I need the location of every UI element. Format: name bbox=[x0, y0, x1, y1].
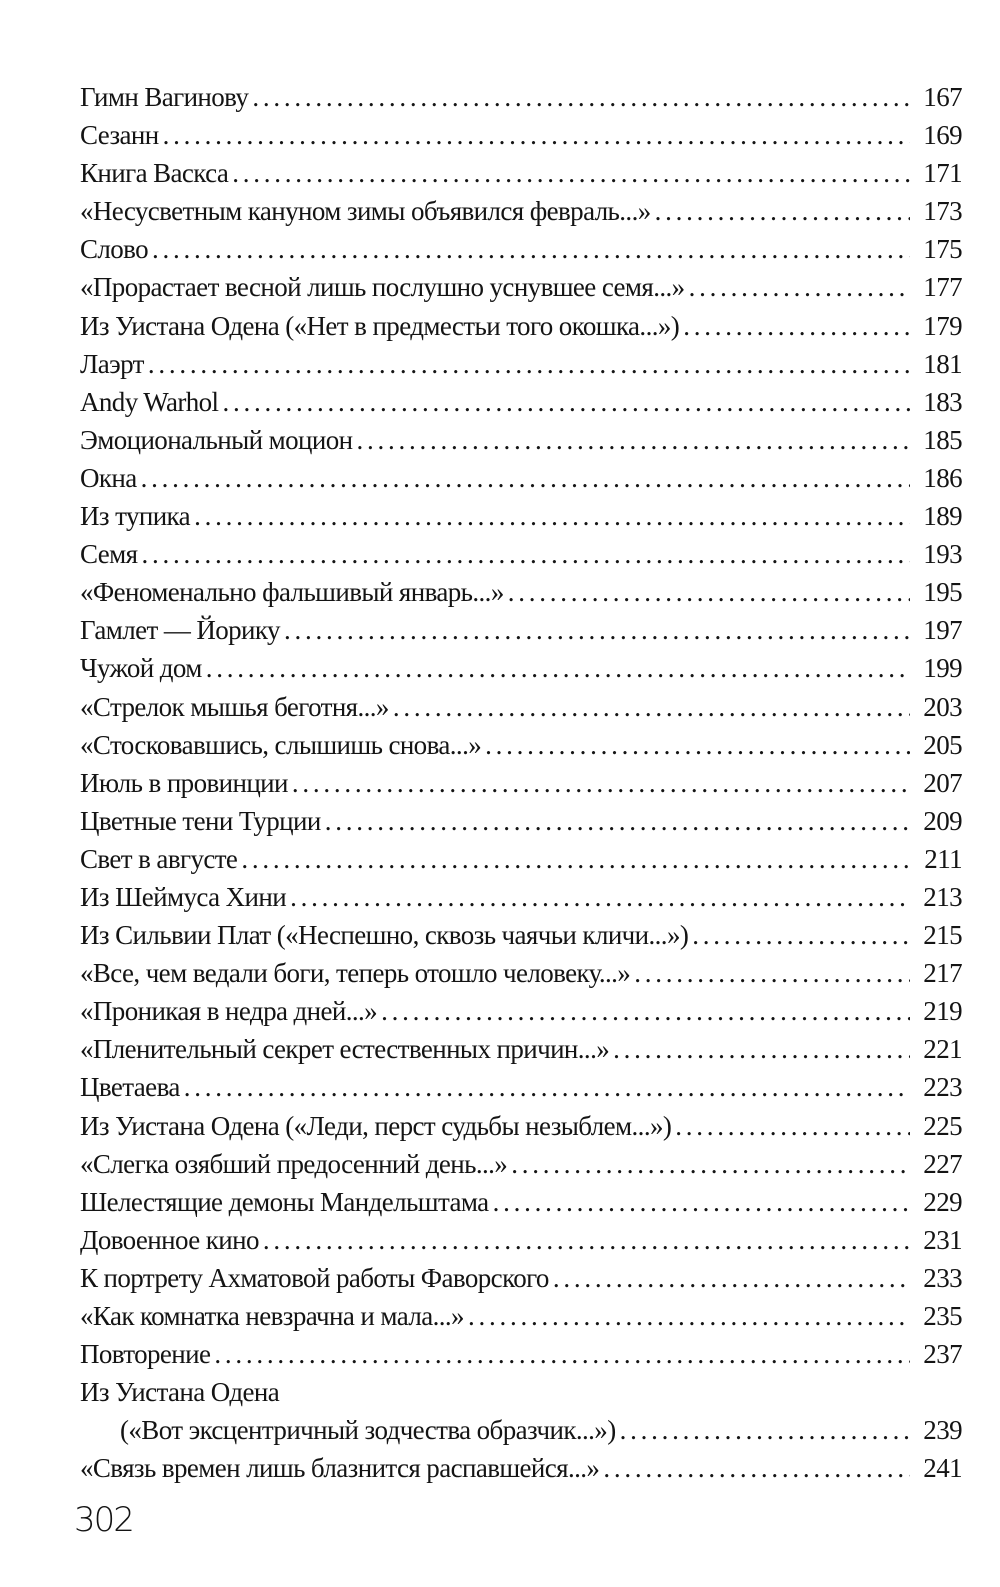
toc-entry bbox=[80, 1221, 962, 1259]
entry-page: 195 bbox=[923, 577, 962, 608]
entry-page: 237 bbox=[923, 1339, 962, 1370]
entry-title: Свет в августе bbox=[80, 843, 238, 874]
dot-leader bbox=[252, 78, 910, 116]
entry-title: Книга Васкса bbox=[80, 158, 229, 189]
dot-leader bbox=[163, 116, 910, 154]
page-number: 302 bbox=[74, 1500, 133, 1540]
entry-page: 215 bbox=[923, 920, 962, 951]
entry-title: Гамлет — Йорику bbox=[80, 615, 280, 646]
entry-page: 217 bbox=[923, 958, 962, 989]
entry-page: 199 bbox=[923, 653, 962, 684]
entry-title: Цветаева bbox=[80, 1072, 180, 1103]
entry-title: Из Сильвии Плат («Неспешно, сквозь чаячьи кличи...») bbox=[80, 920, 689, 951]
entry-page: 239 bbox=[923, 1415, 962, 1446]
entry-title: Из Уистана Одена («Леди, перст судьбы незыблем...») bbox=[80, 1110, 672, 1141]
entry-page: 223 bbox=[923, 1072, 962, 1103]
toc-entry bbox=[80, 459, 962, 497]
entry-page: 229 bbox=[923, 1186, 962, 1217]
toc-entry bbox=[80, 649, 962, 687]
entry-page: 177 bbox=[923, 272, 962, 303]
entry-page: 235 bbox=[923, 1301, 962, 1331]
toc-entry bbox=[80, 192, 962, 230]
toc-entry bbox=[80, 154, 962, 192]
entry-page: 175 bbox=[923, 234, 962, 265]
entry-title: К портрету Ахматовой работы Фаворского bbox=[80, 1262, 549, 1293]
dot-leader bbox=[603, 1449, 910, 1487]
dot-leader bbox=[148, 345, 910, 383]
dot-leader bbox=[508, 573, 910, 611]
dot-leader bbox=[393, 688, 910, 726]
entry-title: «Как комнатка невзрачна и мала...» bbox=[80, 1301, 464, 1331]
toc-entry bbox=[80, 1183, 962, 1221]
entry-title: Из Уистана Одена bbox=[80, 1377, 280, 1408]
entry-title: («Вот эксцентричный зодчества образчик...») bbox=[120, 1415, 616, 1446]
entry-page: 211 bbox=[924, 843, 962, 874]
toc-entry bbox=[80, 230, 962, 268]
dot-leader bbox=[222, 383, 910, 421]
dot-leader bbox=[290, 878, 910, 916]
entry-title: Эмоциональный моцион bbox=[80, 424, 353, 455]
toc-entry bbox=[80, 1107, 962, 1145]
entry-title: «Связь времен лишь блазнится распавшейся...» bbox=[80, 1453, 600, 1484]
entry-title: Сезанн bbox=[80, 120, 159, 151]
dot-leader bbox=[263, 1221, 910, 1259]
toc-entry bbox=[80, 992, 962, 1030]
dot-leader bbox=[493, 1183, 910, 1221]
toc-entry bbox=[80, 954, 962, 992]
entry-title: «Стосковавшись, слышишь снова...» bbox=[80, 729, 482, 760]
entry-page: 221 bbox=[923, 1034, 962, 1065]
entry-page: 219 bbox=[923, 996, 962, 1027]
toc-entry bbox=[80, 1297, 962, 1335]
entry-title: «Пленительный секрет естественных причин...» bbox=[80, 1034, 610, 1065]
entry-title: Слово bbox=[80, 234, 149, 265]
dot-leader bbox=[620, 1411, 910, 1449]
toc-entry bbox=[80, 878, 962, 916]
toc-entry bbox=[80, 535, 962, 573]
toc-entry bbox=[80, 345, 962, 383]
toc-entry bbox=[80, 1145, 962, 1183]
dot-leader bbox=[468, 1297, 910, 1335]
toc-entry bbox=[80, 840, 962, 878]
entry-title: Из Уистана Одена («Нет в предместьи того окошка...») bbox=[80, 310, 680, 341]
entry-page: 173 bbox=[923, 196, 962, 227]
dot-leader bbox=[655, 192, 910, 230]
dot-leader bbox=[689, 268, 910, 306]
toc-entry bbox=[80, 497, 962, 535]
toc-entry-continuation bbox=[80, 1411, 962, 1449]
dot-leader bbox=[214, 1335, 910, 1373]
toc-entry bbox=[80, 1373, 962, 1411]
toc-entry bbox=[80, 764, 962, 802]
entry-title: «Проникая в недра дней...» bbox=[80, 996, 378, 1027]
entry-title: «Прорастает весной лишь послушно уснувшее семя...» bbox=[80, 272, 685, 303]
dot-leader bbox=[241, 840, 910, 878]
dot-leader bbox=[613, 1030, 910, 1068]
toc-entry bbox=[80, 1449, 962, 1487]
toc-entry bbox=[80, 1068, 962, 1106]
toc-entry bbox=[80, 1030, 962, 1068]
dot-leader bbox=[634, 954, 910, 992]
toc-entry bbox=[80, 1259, 962, 1297]
dot-leader bbox=[141, 459, 910, 497]
dot-leader bbox=[357, 421, 911, 459]
toc-entry bbox=[80, 383, 962, 421]
toc-entry bbox=[80, 916, 962, 954]
entry-title: Лаэрт bbox=[80, 348, 144, 379]
entry-title: «Все, чем ведали боги, теперь отошло человеку...» bbox=[80, 958, 631, 989]
dot-leader bbox=[485, 726, 910, 764]
toc-entry bbox=[80, 268, 962, 306]
entry-page: 197 bbox=[923, 615, 962, 646]
toc-entry bbox=[80, 802, 962, 840]
entry-page: 241 bbox=[923, 1453, 962, 1484]
dot-leader bbox=[683, 307, 910, 345]
entry-page: 227 bbox=[923, 1148, 962, 1179]
dot-leader bbox=[325, 802, 910, 840]
entry-title: Семя bbox=[80, 539, 138, 570]
toc-entry bbox=[80, 688, 962, 726]
entry-title: «Феноменально фальшивый январь...» bbox=[80, 577, 504, 608]
entry-page: 213 bbox=[923, 881, 962, 912]
dot-leader bbox=[511, 1145, 910, 1183]
toc-entry bbox=[80, 421, 962, 459]
entry-title: Шелестящие демоны Мандельштама bbox=[80, 1186, 489, 1217]
entry-page: 179 bbox=[923, 310, 962, 341]
entry-page: 231 bbox=[923, 1224, 962, 1255]
table-of-contents bbox=[80, 78, 962, 1487]
toc-entry bbox=[80, 116, 962, 154]
dot-leader bbox=[292, 764, 910, 802]
entry-page: 171 bbox=[923, 158, 962, 189]
entry-title: «Несусветным кануном зимы объявился февраль...» bbox=[80, 196, 651, 227]
entry-title: Andy Warhol bbox=[80, 386, 219, 417]
toc-entry bbox=[80, 611, 962, 649]
entry-page: 203 bbox=[923, 691, 962, 722]
entry-page: 209 bbox=[923, 805, 962, 836]
dot-leader bbox=[553, 1259, 910, 1297]
entry-title: Июль в провинции bbox=[80, 767, 288, 798]
toc-entry bbox=[80, 1335, 962, 1373]
entry-page: 207 bbox=[923, 767, 962, 798]
entry-page: 183 bbox=[923, 386, 962, 417]
entry-page: 167 bbox=[923, 82, 962, 112]
entry-page: 189 bbox=[923, 501, 962, 532]
dot-leader bbox=[232, 154, 910, 192]
entry-page: 233 bbox=[923, 1262, 962, 1293]
entry-title: Цветные тени Турции bbox=[80, 805, 321, 836]
entry-title: Из тупика bbox=[80, 501, 191, 532]
entry-page: 181 bbox=[923, 348, 962, 379]
entry-page: 169 bbox=[923, 120, 962, 151]
dot-leader bbox=[692, 916, 910, 954]
entry-title: Повторение bbox=[80, 1339, 211, 1370]
dot-leader bbox=[381, 992, 910, 1030]
toc-entry bbox=[80, 78, 962, 116]
entry-page: 186 bbox=[923, 462, 962, 493]
toc-entries bbox=[80, 78, 962, 1373]
dot-leader bbox=[206, 649, 910, 687]
dot-leader bbox=[284, 611, 910, 649]
entry-title: Из Шеймуса Хини bbox=[80, 881, 287, 912]
entry-title: Окна bbox=[80, 462, 137, 493]
entry-title: Довоенное кино bbox=[80, 1224, 259, 1255]
entry-page: 193 bbox=[923, 539, 962, 570]
toc-entry bbox=[80, 726, 962, 764]
entry-title: Гимн Вагинову bbox=[80, 82, 249, 112]
entry-page: 205 bbox=[923, 729, 962, 760]
dot-leader bbox=[152, 230, 910, 268]
toc-entry bbox=[80, 307, 962, 345]
dot-leader bbox=[194, 497, 910, 535]
dot-leader bbox=[184, 1068, 910, 1106]
dot-leader bbox=[675, 1107, 910, 1145]
entry-title: «Стрелок мышья беготня...» bbox=[80, 691, 389, 722]
entry-page: 225 bbox=[923, 1110, 962, 1141]
toc-entry bbox=[80, 573, 962, 611]
entry-title: Чужой дом bbox=[80, 653, 202, 684]
entry-page: 185 bbox=[923, 424, 962, 455]
dot-leader bbox=[141, 535, 910, 573]
entry-title: «Слегка озябший предосенний день...» bbox=[80, 1148, 508, 1179]
